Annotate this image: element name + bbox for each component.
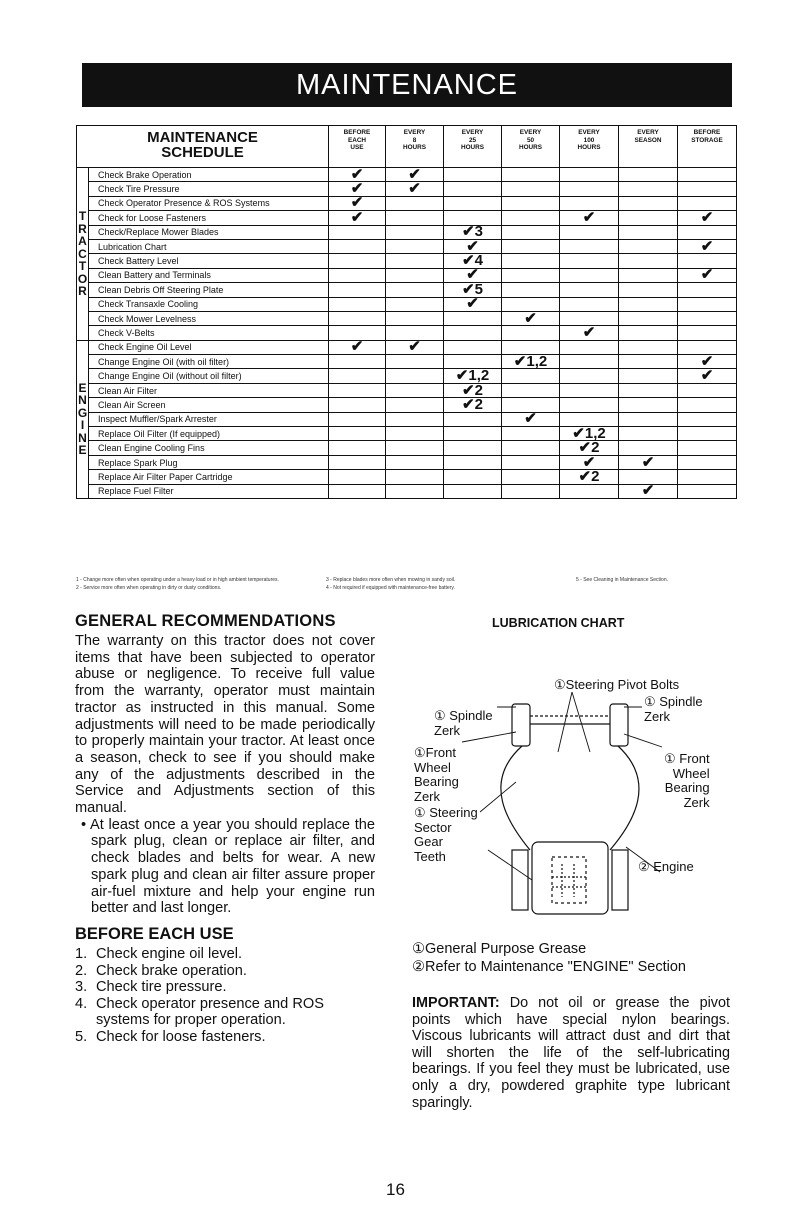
- front-wheel-bearing-right-label: ① Front Wheel Bearing Zerk: [664, 751, 710, 810]
- check-mark: ✔: [444, 297, 502, 311]
- section-letter: C: [78, 246, 87, 261]
- important-label: IMPORTANT:: [412, 995, 500, 1011]
- important-text: Do not oil or grease the pivot points which have special nylon bearings. Viscous lubricants will attract dust and dirt that will shorten the life of the self-lubricating bearings. If you feel they must be lubricated, use only a dry, powdered graphite type lubricant sparingly.: [412, 995, 730, 1111]
- check-mark: ✔: [329, 340, 386, 354]
- empty-cell: [329, 383, 386, 397]
- before-each-use-item: [75, 963, 375, 980]
- empty-cell: [444, 412, 502, 426]
- before-each-use-item: [75, 946, 375, 963]
- empty-cell: [386, 484, 444, 498]
- task-label: Check Engine Oil Level: [89, 340, 329, 354]
- general-bullets: [75, 817, 375, 917]
- task-label: Replace Spark Plug: [89, 455, 329, 469]
- empty-cell: [678, 182, 737, 196]
- empty-cell: [386, 369, 444, 383]
- column-header-line: EVERY: [461, 129, 484, 136]
- schedule-column-header: [329, 126, 386, 168]
- empty-cell: [386, 196, 444, 210]
- empty-cell: [678, 311, 737, 325]
- empty-cell: [560, 268, 619, 282]
- task-label: Check Battery Level: [89, 254, 329, 268]
- section-label: [77, 340, 89, 498]
- empty-cell: [386, 398, 444, 412]
- schedule-row: [77, 398, 737, 412]
- empty-cell: [619, 340, 678, 354]
- empty-cell: [619, 283, 678, 297]
- check-mark: ✔1,2: [444, 369, 502, 383]
- empty-cell: [386, 297, 444, 311]
- empty-cell: [329, 239, 386, 253]
- empty-cell: [619, 398, 678, 412]
- column-header-line: EACH: [347, 136, 367, 144]
- check-mark: ✔: [329, 211, 386, 225]
- task-label: Inspect Muffler/Spark Arrester: [89, 412, 329, 426]
- empty-cell: [386, 470, 444, 484]
- empty-cell: [678, 297, 737, 311]
- empty-cell: [386, 427, 444, 441]
- empty-cell: [386, 239, 444, 253]
- page-number: 16: [386, 1180, 405, 1199]
- empty-cell: [444, 168, 502, 182]
- item-number: 4.: [75, 995, 88, 1012]
- lubrication-legend: [412, 940, 686, 976]
- spindle-zerk-right-label: ① Spindle Zerk: [644, 694, 703, 724]
- empty-cell: [560, 168, 619, 182]
- maintenance-banner: [82, 63, 732, 107]
- legend-general-grease: ①General Purpose Grease: [412, 941, 587, 957]
- section-letter: T: [78, 209, 87, 224]
- task-label: Clean Battery and Terminals: [89, 268, 329, 282]
- empty-cell: [619, 268, 678, 282]
- empty-cell: [502, 484, 560, 498]
- check-mark: ✔5: [444, 283, 502, 297]
- before-each-use-item: [75, 1029, 375, 1046]
- schedule-column-header: [444, 126, 502, 168]
- item-number: 2.: [75, 962, 88, 979]
- empty-cell: [502, 168, 560, 182]
- schedule-row: [77, 355, 737, 369]
- task-label: Clean Engine Cooling Fins: [89, 441, 329, 455]
- check-mark: ✔2: [444, 383, 502, 397]
- schedule-column-header: [560, 126, 619, 168]
- schedule-row: [77, 182, 737, 196]
- task-label: Clean Debris Off Steering Plate: [89, 283, 329, 297]
- schedule-row: [77, 239, 737, 253]
- check-mark: ✔2: [560, 441, 619, 455]
- empty-cell: [619, 412, 678, 426]
- empty-cell: [329, 427, 386, 441]
- empty-cell: [560, 398, 619, 412]
- schedule-row: [77, 441, 737, 455]
- empty-cell: [619, 254, 678, 268]
- empty-cell: [386, 383, 444, 397]
- empty-cell: [678, 383, 737, 397]
- footnote-2: 2 - Service more often when operating in dirty or dusty conditions.: [76, 585, 222, 591]
- item-text: Check engine oil level.: [96, 945, 243, 962]
- item-text: Check operator presence and ROS systems for proper operation.: [96, 995, 324, 1029]
- column-header-line: EVERY: [637, 129, 659, 136]
- empty-cell: [619, 369, 678, 383]
- empty-cell: [619, 211, 678, 225]
- task-label: Replace Oil Filter (If equipped): [89, 427, 329, 441]
- empty-cell: [560, 383, 619, 397]
- column-header-line: EVERY: [578, 129, 600, 136]
- empty-cell: [560, 182, 619, 196]
- empty-cell: [502, 383, 560, 397]
- empty-cell: [560, 239, 619, 253]
- task-label: Check/Replace Mower Blades: [89, 225, 329, 239]
- empty-cell: [560, 369, 619, 383]
- spindle-zerk-left-label: ① Spindle Zerk: [434, 708, 493, 738]
- schedule-column-header: [386, 126, 444, 168]
- empty-cell: [444, 441, 502, 455]
- empty-cell: [619, 196, 678, 210]
- empty-cell: [619, 168, 678, 182]
- lubrication-chart-title: LUBRICATION CHART: [492, 616, 625, 630]
- empty-cell: [329, 412, 386, 426]
- empty-cell: [329, 283, 386, 297]
- empty-cell: [560, 283, 619, 297]
- empty-cell: [329, 355, 386, 369]
- column-header-line: SEASON: [634, 136, 662, 144]
- empty-cell: [678, 441, 737, 455]
- empty-cell: [386, 268, 444, 282]
- empty-cell: [329, 398, 386, 412]
- empty-cell: [386, 441, 444, 455]
- before-each-use-heading: BEFORE EACH USE: [75, 924, 234, 943]
- empty-cell: [444, 182, 502, 196]
- empty-cell: [502, 239, 560, 253]
- footnote-4: 4 - Not required if equipped with maintenance-free battery.: [326, 585, 455, 591]
- section-letter: I: [80, 418, 85, 433]
- check-mark: ✔3: [444, 225, 502, 239]
- item-number: 5.: [75, 1028, 88, 1045]
- empty-cell: [502, 283, 560, 297]
- important-note: [412, 995, 730, 1111]
- empty-cell: [678, 398, 737, 412]
- empty-cell: [560, 225, 619, 239]
- task-label: Change Engine Oil (with oil filter): [89, 355, 329, 369]
- section-letter: A: [78, 234, 87, 249]
- schedule-row: [77, 297, 737, 311]
- schedule-row: [77, 455, 737, 469]
- general-recommendations-heading: GENERAL RECOMMENDATIONS: [75, 612, 336, 630]
- item-number: 1.: [75, 945, 88, 962]
- section-label: [77, 168, 89, 341]
- schedule-table: [76, 125, 737, 499]
- empty-cell: [619, 182, 678, 196]
- empty-cell: [619, 297, 678, 311]
- empty-cell: [444, 326, 502, 340]
- task-label: Clean Air Filter: [89, 383, 329, 397]
- before-each-use-item: [75, 979, 375, 996]
- column-header-line: 8: [412, 136, 417, 144]
- schedule-title: [77, 126, 329, 168]
- schedule-row: [77, 168, 737, 182]
- check-mark: ✔: [329, 196, 386, 210]
- check-mark: ✔: [560, 211, 619, 225]
- empty-cell: [444, 311, 502, 325]
- empty-cell: [329, 311, 386, 325]
- check-mark: ✔: [619, 455, 678, 469]
- item-text: Check for loose fasteners.: [96, 1028, 266, 1045]
- footnote-3: 3 - Replace blades more often when mowing in sandy soil.: [326, 577, 456, 583]
- check-mark: ✔: [502, 311, 560, 325]
- check-mark: ✔: [678, 268, 737, 282]
- check-mark: ✔: [329, 182, 386, 196]
- check-mark: ✔2: [560, 470, 619, 484]
- empty-cell: [386, 311, 444, 325]
- section-letter: N: [78, 393, 87, 408]
- front-wheel-bearing-left-label: ①Front Wheel Bearing Zerk: [414, 745, 459, 804]
- empty-cell: [619, 355, 678, 369]
- check-mark: ✔: [678, 369, 737, 383]
- empty-cell: [502, 268, 560, 282]
- empty-cell: [386, 355, 444, 369]
- schedule-row: [77, 484, 737, 498]
- empty-cell: [678, 326, 737, 340]
- section-letter: G: [77, 405, 88, 420]
- check-mark: ✔: [502, 412, 560, 426]
- empty-cell: [444, 427, 502, 441]
- task-label: Clean Air Screen: [89, 398, 329, 412]
- empty-cell: [386, 455, 444, 469]
- task-label: Change Engine Oil (without oil filter): [89, 369, 329, 383]
- column-header-line: BEFORE: [693, 129, 721, 136]
- empty-cell: [678, 283, 737, 297]
- empty-cell: [619, 311, 678, 325]
- empty-cell: [560, 340, 619, 354]
- task-label: Check V-Belts: [89, 326, 329, 340]
- empty-cell: [386, 283, 444, 297]
- check-mark: ✔1,2: [560, 427, 619, 441]
- schedule-row: [77, 470, 737, 484]
- empty-cell: [329, 254, 386, 268]
- schedule-row: [77, 369, 737, 383]
- empty-cell: [502, 326, 560, 340]
- empty-cell: [619, 225, 678, 239]
- empty-cell: [502, 196, 560, 210]
- empty-cell: [678, 168, 737, 182]
- task-label: Check Tire Pressure: [89, 182, 329, 196]
- empty-cell: [386, 254, 444, 268]
- schedule-row: [77, 268, 737, 282]
- check-mark: ✔2: [444, 398, 502, 412]
- schedule-title-line1: MAINTENANCE: [147, 129, 258, 146]
- column-header-line: 100: [583, 136, 595, 144]
- schedule-row: [77, 311, 737, 325]
- column-header-line: HOURS: [518, 144, 543, 151]
- empty-cell: [560, 355, 619, 369]
- empty-cell: [444, 470, 502, 484]
- check-mark: ✔: [560, 326, 619, 340]
- empty-cell: [329, 470, 386, 484]
- section-letter: E: [78, 443, 87, 458]
- general-recommendations-text: The warranty on this tractor does not cover items that have been subjected to operator abuse or negligence. To receive full value from the warranty, operator must maintain tractor as instructed in this manual. Some adjustments will need to be made periodically to properly maintain your tractor. At least once a season, check to see if you should make any of the adjustments described in the Service and Adjustments section of this manual.: [75, 633, 375, 817]
- schedule-row: [77, 211, 737, 225]
- check-mark: ✔: [444, 268, 502, 282]
- steering-sector-gear-label: ① Steering Sector Gear Teeth: [414, 805, 478, 864]
- check-mark: ✔: [386, 182, 444, 196]
- empty-cell: [444, 196, 502, 210]
- empty-cell: [502, 211, 560, 225]
- maintenance-schedule: [76, 125, 736, 499]
- footnote-5: 5 - See Cleaning in Maintenance Section.: [576, 577, 669, 583]
- empty-cell: [678, 412, 737, 426]
- before-each-use-list: [75, 946, 375, 1046]
- empty-cell: [444, 340, 502, 354]
- empty-cell: [560, 297, 619, 311]
- empty-cell: [619, 326, 678, 340]
- empty-cell: [619, 427, 678, 441]
- column-header-line: 25: [468, 136, 477, 144]
- task-label: Check Transaxle Cooling: [89, 297, 329, 311]
- schedule-column-header: [502, 126, 560, 168]
- lubrication-diagram: [412, 672, 730, 942]
- column-header-line: HOURS: [460, 144, 485, 151]
- schedule-row: [77, 412, 737, 426]
- check-mark: ✔: [678, 211, 737, 225]
- task-label: Check Mower Levelness: [89, 311, 329, 325]
- left-column: [75, 612, 375, 1046]
- empty-cell: [329, 455, 386, 469]
- schedule-row: [77, 326, 737, 340]
- check-mark: ✔4: [444, 254, 502, 268]
- empty-cell: [502, 225, 560, 239]
- engine-label: ② Engine: [638, 859, 694, 874]
- section-letter: O: [77, 271, 88, 286]
- steering-pivot-label: ①Steering Pivot Bolts: [554, 677, 680, 692]
- column-header-line: EVERY: [519, 129, 542, 136]
- empty-cell: [329, 369, 386, 383]
- check-mark: ✔: [678, 355, 737, 369]
- task-label: Replace Fuel Filter: [89, 484, 329, 498]
- section-letter: E: [78, 380, 87, 395]
- item-text: Check tire pressure.: [96, 979, 227, 996]
- empty-cell: [329, 297, 386, 311]
- before-each-use-item: [75, 996, 375, 1029]
- empty-cell: [444, 455, 502, 469]
- check-mark: ✔: [560, 455, 619, 469]
- empty-cell: [502, 182, 560, 196]
- section-letter: R: [78, 284, 87, 299]
- check-mark: ✔: [619, 484, 678, 498]
- task-label: Check Brake Operation: [89, 168, 329, 182]
- check-mark: ✔1,2: [502, 355, 560, 369]
- footnote-1: 1 - Change more often when operating under a heavy load or in high ambient temperatures.: [76, 577, 279, 583]
- schedule-column-header: [619, 126, 678, 168]
- empty-cell: [502, 470, 560, 484]
- empty-cell: [329, 441, 386, 455]
- task-label: Check for Loose Fasteners: [89, 211, 329, 225]
- column-header-line: BEFORE: [343, 129, 371, 136]
- empty-cell: [386, 225, 444, 239]
- schedule-row: [77, 196, 737, 210]
- schedule-row: [77, 427, 737, 441]
- section-letter: R: [78, 221, 87, 236]
- section-letter: T: [78, 259, 87, 274]
- item-number: 3.: [75, 979, 88, 996]
- schedule-column-header: [678, 126, 737, 168]
- section-letter: N: [78, 430, 87, 445]
- empty-cell: [329, 268, 386, 282]
- empty-cell: [386, 412, 444, 426]
- schedule-row: [77, 225, 737, 239]
- empty-cell: [678, 455, 737, 469]
- empty-cell: [619, 239, 678, 253]
- empty-cell: [502, 254, 560, 268]
- empty-cell: [386, 211, 444, 225]
- empty-cell: [502, 441, 560, 455]
- empty-cell: [678, 427, 737, 441]
- schedule-title-line2: SCHEDULE: [161, 144, 244, 161]
- column-header-line: EVERY: [403, 129, 426, 136]
- schedule-row: [77, 283, 737, 297]
- empty-cell: [502, 427, 560, 441]
- column-header-line: 50: [526, 136, 535, 144]
- item-text: Check brake operation.: [96, 962, 247, 979]
- schedule-row: [77, 383, 737, 397]
- empty-cell: [619, 383, 678, 397]
- empty-cell: [329, 484, 386, 498]
- column-header-line: USE: [350, 144, 364, 151]
- check-mark: ✔: [329, 168, 386, 182]
- empty-cell: [502, 455, 560, 469]
- task-label: Replace Air Filter Paper Cartridge: [89, 470, 329, 484]
- empty-cell: [560, 254, 619, 268]
- task-label: Check Operator Presence & ROS Systems: [89, 196, 329, 210]
- check-mark: ✔: [386, 168, 444, 182]
- column-header-line: HOURS: [402, 144, 427, 151]
- check-mark: ✔: [386, 340, 444, 354]
- general-bullet-item: • At least once a year you should replace the spark plug, clean or replace air filter, and check blades and belts for wear. A new spark plug and clean air filter assure proper air-fuel mixture and help your engine run better and last longer.: [81, 816, 375, 917]
- schedule-row: [77, 254, 737, 268]
- empty-cell: [560, 484, 619, 498]
- empty-cell: [678, 470, 737, 484]
- schedule-row: [77, 340, 737, 354]
- check-mark: ✔: [444, 239, 502, 253]
- empty-cell: [502, 369, 560, 383]
- column-header-line: STORAGE: [691, 136, 723, 144]
- empty-cell: [678, 484, 737, 498]
- empty-cell: [444, 484, 502, 498]
- banner-title: MAINTENANCE: [295, 68, 519, 101]
- legend-engine-section: ②Refer to Maintenance "ENGINE" Section: [412, 959, 686, 975]
- task-label: Lubrication Chart: [89, 239, 329, 253]
- check-mark: ✔: [678, 239, 737, 253]
- empty-cell: [329, 225, 386, 239]
- column-header-line: HOURS: [577, 144, 601, 151]
- right-column: [412, 612, 730, 1192]
